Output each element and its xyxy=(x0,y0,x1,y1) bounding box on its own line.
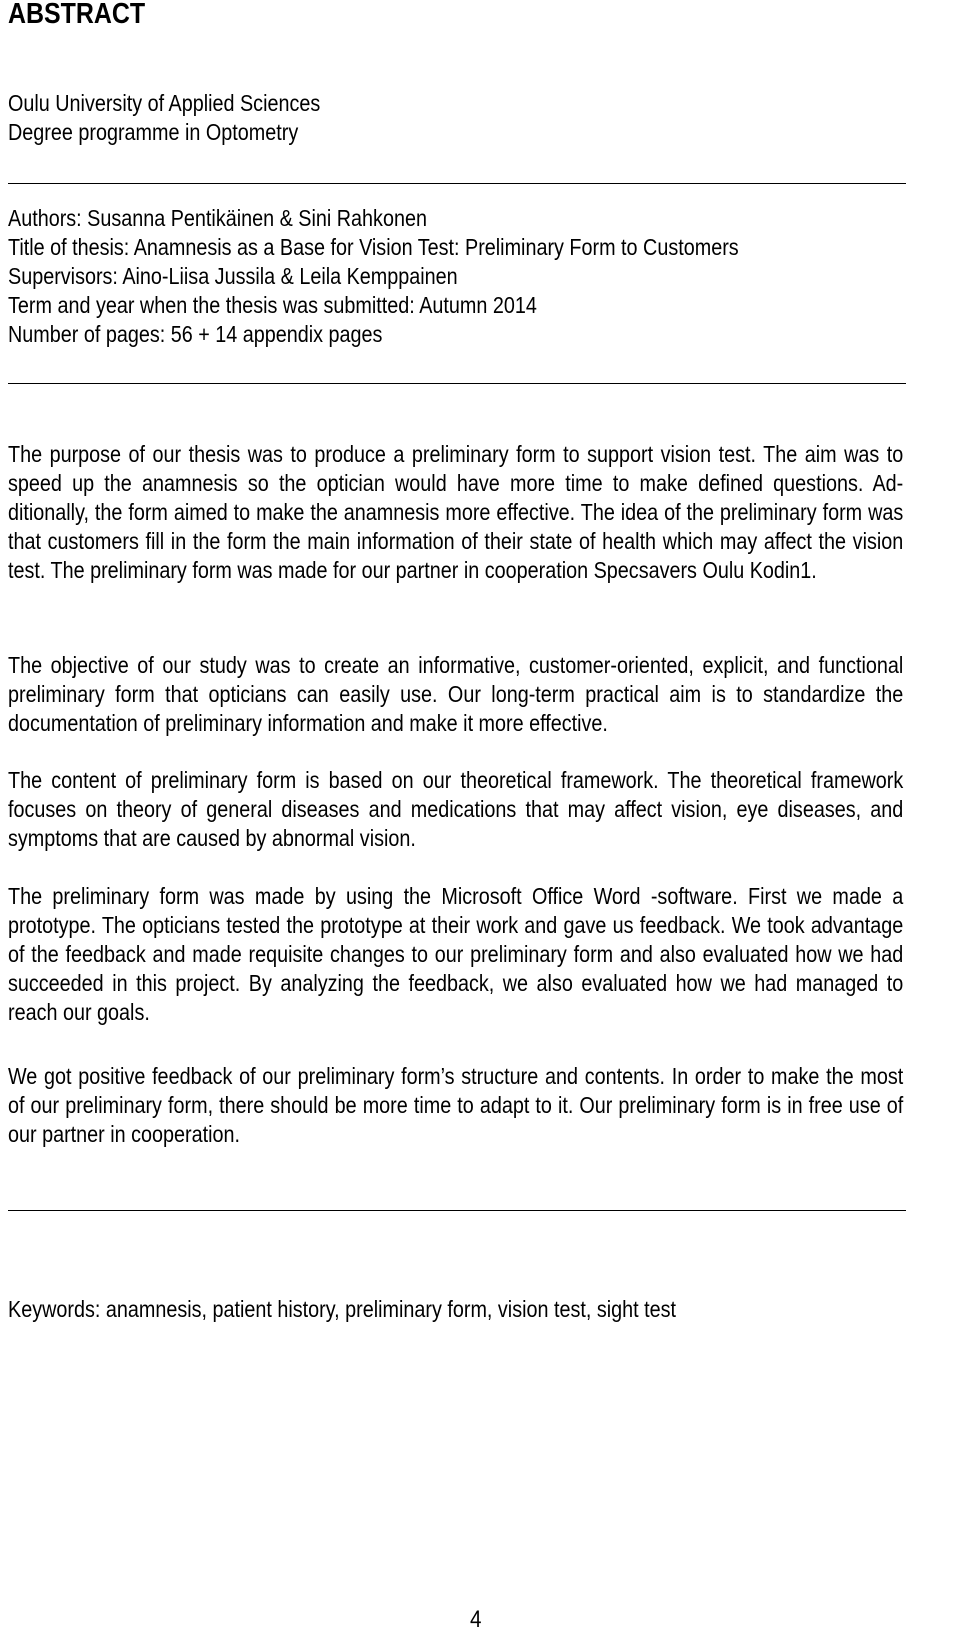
abstract-paragraph: The purpose of our thesis was to produce a preliminary form to support vision test. The aim was to speed up the anamnesis so the optician would have more time to make defined questions. Additionally, the form aimed to make the anamnesis more effective. The idea of the preliminary form was that customers fill in the form the main information of their state of health which may affect the vision test. The preliminary form was made for our partner in cooperation Specsavers Oulu Kodin1. xyxy=(8,441,904,583)
page-count-line: Number of pages: 56 + 14 appendix pages xyxy=(8,321,383,347)
keywords-line: Keywords: anamnesis, patient history, preliminary form, vision test, sight test xyxy=(8,1296,677,1322)
abstract-paragraph: The content of preliminary form is based on our theoretical framework. The theoretical framework focuses on theory of general diseases and medications that may affect vision, eye diseases, and symptoms that are caused by abnormal vision. xyxy=(8,767,904,851)
institution-block xyxy=(8,89,896,147)
supervisors-line: Supervisors: Aino-Liisa Jussila & Leila Kemppainen xyxy=(8,263,458,289)
submission-term-line: Term and year when the thesis was submitted: Autumn 2014 xyxy=(8,292,537,318)
page-number: 4 xyxy=(470,1606,482,1633)
university-name: Oulu University of Applied Sciences xyxy=(8,90,321,116)
thesis-details-block xyxy=(8,204,896,349)
thesis-title-line: Title of thesis: Anamnesis as a Base for Vision Test: Preliminary Form to Customers xyxy=(8,234,739,260)
abstract-paragraph: We got positive feedback of our preliminary form’s structure and contents. In order to make the most of our preliminary form, there should be more time to adapt to it. Our preliminary form is in free use of our partner in cooperation. xyxy=(8,1063,904,1147)
degree-programme: Degree programme in Optometry xyxy=(8,119,299,145)
divider-rule xyxy=(8,383,906,384)
divider-rule xyxy=(8,183,906,184)
abstract-heading: ABSTRACT xyxy=(8,0,146,30)
authors-line: Authors: Susanna Pentikäinen & Sini Rahkonen xyxy=(8,205,427,231)
abstract-paragraph: The objective of our study was to create an informative, customer-oriented, explicit, and functional preliminary form that opticians can easily use. Our long-term practical aim is to standardize the documentation of preliminary information and make it more effective. xyxy=(8,652,904,736)
abstract-paragraph: The preliminary form was made by using the Microsoft Office Word -software. First we made a prototype. The opticians tested the prototype at their work and gave us feedback. We took advantage of the feedback and made requisite changes to our preliminary form and also evaluated how we had succeeded in this project. By analyzing the feedback, we also evaluated how we had managed to reach our goals. xyxy=(8,883,904,1025)
divider-rule xyxy=(8,1210,906,1211)
